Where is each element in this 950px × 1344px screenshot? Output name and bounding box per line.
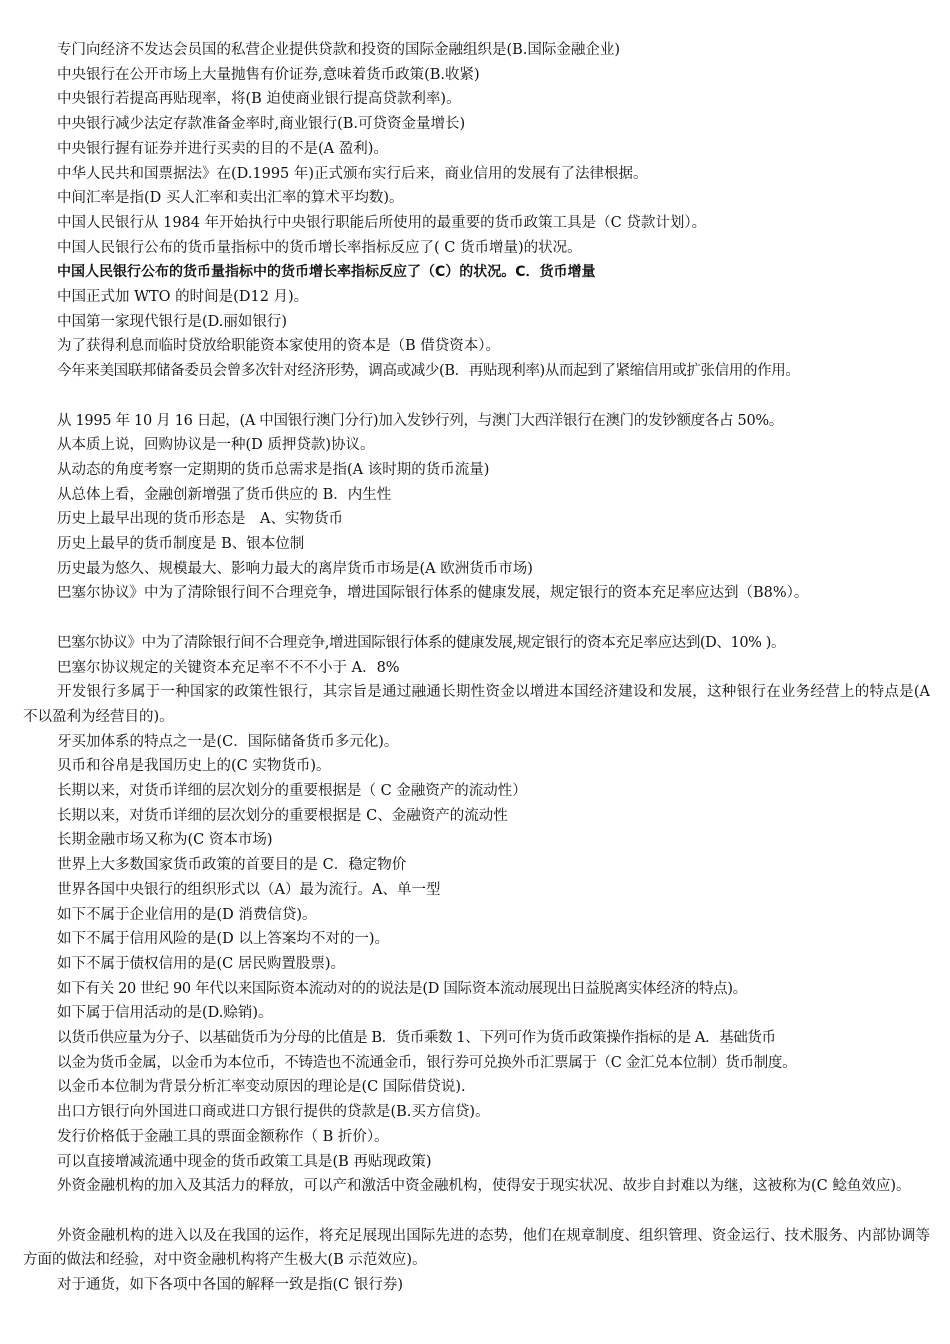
text-line: 中央银行在公开市场上大量抛售有价证券,意味着货币政策(B.收紧) <box>57 66 480 83</box>
text-line: 长期以来，对货币详细的层次划分的重要根据是（ C 金融资产的流动性） <box>57 783 527 800</box>
text-line: 中间汇率是指(D 买人汇率和卖出汇率的算术平均数)。 <box>57 190 404 207</box>
text-line: 以金币本位制为背景分析汇率变动原因的理论是(C 国际借贷说). <box>57 1079 466 1096</box>
text-line: 从总体上看，金融创新增强了货币供应的 B．内生性 <box>57 486 392 503</box>
text-line: 中国人民银行从 1984 年开始执行中央银行职能后所使用的最重要的货币政策工具是（C 贷款计划）。 <box>57 214 707 231</box>
text-line: 历史上最早的货币制度是 B、银本位制 <box>57 536 305 553</box>
text-line: 如下有关 20 世纪 90 年代以来国际资本流动对的的说法是(D 国际资本流动展现出日益脱离实体经济的特点)。 <box>57 980 747 997</box>
text-line: 从 1995 年 10 月 16 日起，(A 中国银行澳门分行)加入发钞行列，与澳门大西洋银行在澳门的发钞额度各占 50%。 <box>57 412 784 429</box>
text-line: 从本质上说，回购协议是一种(D 质押贷款)协议。 <box>57 437 375 454</box>
text-line: 发行价格低于金融工具的票面金额称作（ B 折价）。 <box>57 1128 389 1145</box>
text-line: 从动态的角度考察一定期期的货币总需求是指(A 该时期的货币流量) <box>57 461 490 478</box>
text-line: 为了获得利息而临时贷放给职能资本家使用的资本是（B 借贷资本）。 <box>57 338 501 355</box>
blank-line <box>23 384 930 409</box>
text-line: 世界各国中央银行的组织形式以（A）最为流行。A、单一型 <box>57 881 441 898</box>
text-line: 如下不属于信用风险的是(D 以上答案均不对的一)。 <box>57 931 390 948</box>
text-line: 可以直接增减流通中现金的货币政策工具是(B 再贴现政策) <box>57 1153 432 1170</box>
text-line: 中央银行握有证券并进行买卖的目的不是(A 盈利)。 <box>57 140 388 157</box>
text-line: 长期以来，对货币详细的层次划分的重要根据是 C、金融资产的流动性 <box>57 807 508 824</box>
text-line: 如下不属于债权信用的是(C 居民购置股票)。 <box>57 955 346 972</box>
text-line: 对于通货，如下各项中各国的解释一致是指(C 银行券) <box>57 1277 404 1294</box>
text-line: 中央银行减少法定存款准备金率时,商业银行(B.可贷资金量增长) <box>57 116 466 133</box>
text-line: 如下属于信用活动的是(D.赊销)。 <box>57 1005 273 1022</box>
text-line: 贝币和谷帛是我国历史上的(C 实物货币)。 <box>57 758 331 775</box>
text-line: 中国第一家现代银行是(D.丽如银行) <box>57 313 288 330</box>
text-line: 巴塞尔协议规定的关键资本充足率不不不小于 A．8% <box>57 659 400 676</box>
text-paragraph: 开发银行多属于一种国家的政策性银行，其宗旨是通过融通长期性资金以增进本国经济建设和发展，这种银行在业务经营上的特点是(A 不以盈利为经营目的)。 <box>23 684 930 725</box>
text-line: 长期金融市场又称为(C 资本市场) <box>57 832 273 849</box>
text-line-bold: 中国人民银行公布的货币量指标中的货币增长率指标反应了（C）的状况。C．货币增量 <box>57 264 596 281</box>
text-line: 巴塞尔协议》中为了清除银行间不合理竞争,增进国际银行体系的健康发展,规定银行的资本充足率应达到(D、10% )。 <box>57 634 786 651</box>
text-line: 历史上最早出现的货币形态是 A、实物货币 <box>57 511 343 528</box>
text-line: 今年来美国联邦储备委员会曾多次针对经济形势，调高或减少(B．再贴现利率)从而起到了紧缩信用或扩张信用的作用。 <box>57 363 800 380</box>
text-line: 中华人民共和国票据法》在(D.1995 年)正式颁布实行后来，商业信用的发展有了法律根据。 <box>57 165 648 182</box>
text-line: 以金为货币金属，以金币为本位币，不铸造也不流通金币，银行券可兑换外币汇票属于（C 金汇兑本位制）货币制度。 <box>57 1054 797 1071</box>
text-line: 专门向经济不发达会员国的私营企业提供贷款和投资的国际金融组织是(B.国际金融企业) <box>57 42 621 58</box>
text-line: 历史最为悠久、规模最大、影响力最大的离岸货币市场是(A 欧洲货币市场) <box>57 560 533 577</box>
text-line: 中国人民银行公布的货币量指标中的货币增长率指标反应了( C 货币增量)的状况。 <box>57 239 582 256</box>
text-line: 中央银行若提高再贴现率，将(B 迫使商业银行提高贷款利率)。 <box>57 91 461 108</box>
text-line: 世界上大多数国家货币政策的首要目的是 C．稳定物价 <box>57 857 407 874</box>
text-line: 中国正式加 WTO 的时间是(D12 月)。 <box>57 289 309 306</box>
text-paragraph: 外资金融机构的加入及其活力的释放，可以产和激活中资金融机构，使得安于现实状况、故步自封难以为继，这被称为(C 鲶鱼效应)。 <box>57 1178 911 1195</box>
text-line: 牙买加体系的特点之一是(C．国际储备货币多元化)。 <box>57 733 399 750</box>
text-line: 如下不属于企业信用的是(D 消费信贷)。 <box>57 906 317 923</box>
text-paragraph: 外资金融机构的进入以及在我国的运作，将充足展现出国际先进的态势，他们在规章制度、组织管理、资金运行、技术服务、内部协调等方面的做法和经验，对中资金融机构将产生极大(B 示范效应)。 <box>23 1227 930 1269</box>
text-line: 出口方银行向外国进口商或进口方银行提供的贷款是(B.买方信贷)。 <box>57 1104 490 1121</box>
text-paragraph: 巴塞尔协议》中为了清除银行间不合理竞争，增进国际银行体系的健康发展，规定银行的资本充足率应达到（B8%）。 <box>57 585 809 602</box>
text-line: 以货币供应量为分子、以基础货币为分母的比值是 B．货币乘数 1、下列可作为货币政策操作指标的是 A．基础货币 <box>57 1030 776 1047</box>
